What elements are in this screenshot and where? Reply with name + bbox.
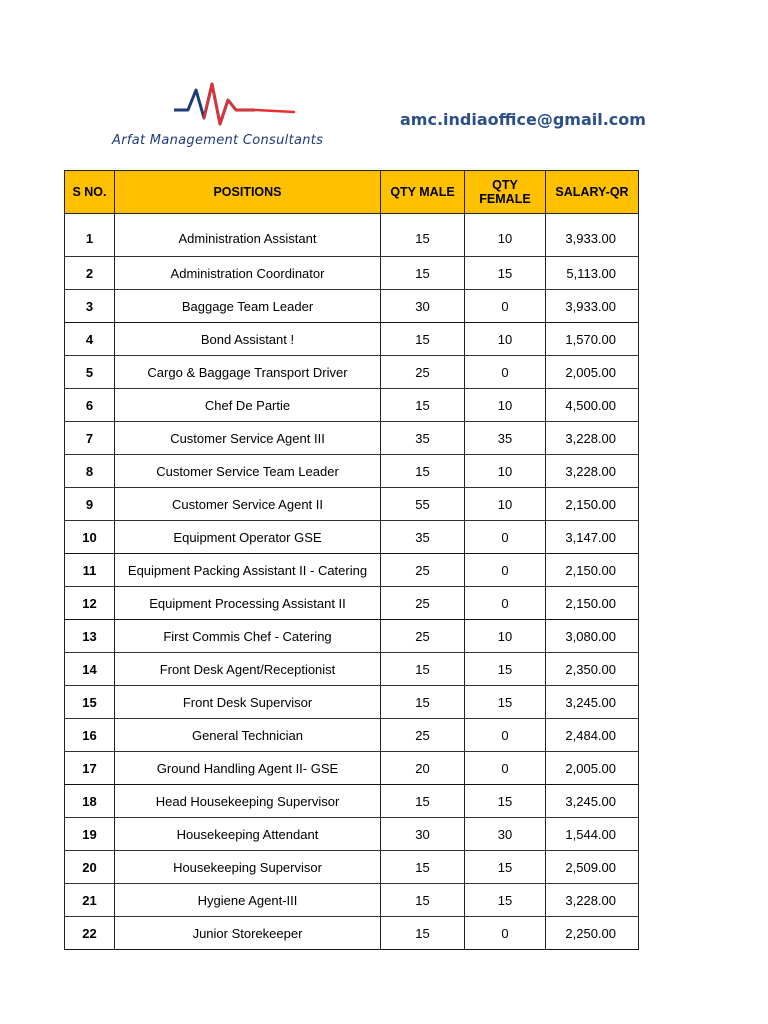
cell-position: Administration Assistant [115,214,381,257]
cell-qty-female: 0 [465,290,546,323]
header-positions: POSITIONS [115,171,381,214]
cell-salary: 3,228.00 [546,422,639,455]
cell-qty-female: 0 [465,917,546,950]
cell-qty-male: 25 [381,554,465,587]
cell-qty-male: 25 [381,719,465,752]
cell-qty-male: 15 [381,686,465,719]
cell-qty-female: 15 [465,686,546,719]
cell-position: Front Desk Supervisor [115,686,381,719]
cell-sno: 11 [65,554,115,587]
header-qty-female: QTY FEMALE [465,171,546,214]
cell-qty-female: 10 [465,488,546,521]
cell-position: Housekeeping Supervisor [115,851,381,884]
cell-sno: 20 [65,851,115,884]
table-row [65,554,639,587]
cell-salary: 2,005.00 [546,752,639,785]
table-row [65,356,639,389]
cell-salary: 2,150.00 [546,587,639,620]
cell-position: First Commis Chef - Catering [115,620,381,653]
cell-position: Cargo & Baggage Transport Driver [115,356,381,389]
cell-qty-male: 15 [381,917,465,950]
cell-qty-male: 15 [381,323,465,356]
cell-sno: 12 [65,587,115,620]
cell-qty-female: 0 [465,554,546,587]
cell-qty-male: 15 [381,884,465,917]
table-row [65,818,639,851]
cell-salary: 2,484.00 [546,719,639,752]
table-row [65,719,639,752]
cell-qty-female: 10 [465,620,546,653]
cell-position: Head Housekeeping Supervisor [115,785,381,818]
cell-qty-female: 0 [465,719,546,752]
cell-salary: 3,245.00 [546,686,639,719]
cell-salary: 3,228.00 [546,455,639,488]
header-salary: SALARY-QR [546,171,639,214]
cell-sno: 13 [65,620,115,653]
table-row [65,422,639,455]
cell-position: Equipment Packing Assistant II - Catering [115,554,381,587]
cell-position: Junior Storekeeper [115,917,381,950]
cell-qty-female: 30 [465,818,546,851]
table-row [65,521,639,554]
table-row [65,785,639,818]
cell-sno: 22 [65,917,115,950]
cell-qty-female: 10 [465,455,546,488]
contact-email[interactable]: amc.indiaoffice@gmail.com [400,110,646,129]
cell-position: General Technician [115,719,381,752]
cell-sno: 17 [65,752,115,785]
cell-sno: 18 [65,785,115,818]
cell-position: Customer Service Team Leader [115,455,381,488]
cell-qty-female: 35 [465,422,546,455]
cell-qty-male: 15 [381,455,465,488]
table-row [65,851,639,884]
table-row [65,214,639,257]
cell-position: Customer Service Agent III [115,422,381,455]
cell-position: Front Desk Agent/Receptionist [115,653,381,686]
cell-qty-female: 15 [465,785,546,818]
cell-salary: 1,570.00 [546,323,639,356]
company-logo [112,78,362,150]
cell-sno: 10 [65,521,115,554]
cell-salary: 2,509.00 [546,851,639,884]
cell-salary: 3,245.00 [546,785,639,818]
cell-qty-male: 20 [381,752,465,785]
cell-position: Baggage Team Leader [115,290,381,323]
table-row [65,653,639,686]
cell-position: Chef De Partie [115,389,381,422]
cell-qty-female: 10 [465,389,546,422]
cell-qty-male: 35 [381,521,465,554]
cell-sno: 8 [65,455,115,488]
cell-position: Housekeeping Attendant [115,818,381,851]
cell-qty-female: 0 [465,752,546,785]
pulse-logo-icon [174,78,314,130]
cell-salary: 5,113.00 [546,257,639,290]
cell-qty-male: 25 [381,620,465,653]
cell-sno: 21 [65,884,115,917]
cell-qty-female: 0 [465,521,546,554]
table-row [65,686,639,719]
cell-qty-male: 25 [381,587,465,620]
cell-sno: 2 [65,257,115,290]
cell-sno: 6 [65,389,115,422]
table-row [65,620,639,653]
cell-qty-male: 15 [381,214,465,257]
cell-qty-female: 0 [465,356,546,389]
cell-sno: 9 [65,488,115,521]
cell-qty-male: 15 [381,653,465,686]
cell-position: Customer Service Agent II [115,488,381,521]
cell-qty-male: 55 [381,488,465,521]
table-header-row [65,171,639,214]
company-name: Arfat Management Consultants [112,133,324,148]
table-row [65,290,639,323]
cell-sno: 15 [65,686,115,719]
cell-salary: 3,147.00 [546,521,639,554]
cell-salary: 4,500.00 [546,389,639,422]
cell-qty-male: 25 [381,356,465,389]
cell-salary: 1,544.00 [546,818,639,851]
cell-sno: 19 [65,818,115,851]
table-row [65,257,639,290]
table-row [65,455,639,488]
cell-sno: 14 [65,653,115,686]
cell-qty-female: 15 [465,884,546,917]
cell-qty-female: 15 [465,653,546,686]
table-row [65,917,639,950]
table-row [65,884,639,917]
cell-qty-female: 0 [465,587,546,620]
header-sno: S NO. [65,171,115,214]
cell-sno: 1 [65,214,115,257]
cell-qty-female: 15 [465,851,546,884]
cell-qty-male: 15 [381,389,465,422]
cell-salary: 2,005.00 [546,356,639,389]
cell-qty-male: 15 [381,851,465,884]
cell-salary: 3,933.00 [546,214,639,257]
cell-position: Administration Coordinator [115,257,381,290]
cell-qty-female: 10 [465,323,546,356]
cell-position: Ground Handling Agent II- GSE [115,752,381,785]
cell-sno: 16 [65,719,115,752]
cell-qty-female: 10 [465,214,546,257]
cell-position: Equipment Operator GSE [115,521,381,554]
cell-sno: 7 [65,422,115,455]
cell-sno: 5 [65,356,115,389]
cell-salary: 2,150.00 [546,488,639,521]
header-qty-male: QTY MALE [381,171,465,214]
table-row [65,587,639,620]
cell-salary: 3,933.00 [546,290,639,323]
cell-sno: 3 [65,290,115,323]
cell-salary: 3,080.00 [546,620,639,653]
cell-qty-female: 15 [465,257,546,290]
cell-qty-male: 35 [381,422,465,455]
table-row [65,752,639,785]
cell-qty-male: 30 [381,818,465,851]
cell-qty-male: 15 [381,785,465,818]
cell-position: Equipment Processing Assistant II [115,587,381,620]
cell-salary: 2,350.00 [546,653,639,686]
cell-salary: 3,228.00 [546,884,639,917]
table-row [65,389,639,422]
table-row [65,488,639,521]
positions-table [64,170,639,950]
cell-position: Bond Assistant ! [115,323,381,356]
table-row [65,323,639,356]
cell-position: Hygiene Agent-III [115,884,381,917]
cell-salary: 2,150.00 [546,554,639,587]
cell-salary: 2,250.00 [546,917,639,950]
cell-qty-male: 30 [381,290,465,323]
cell-qty-male: 15 [381,257,465,290]
cell-sno: 4 [65,323,115,356]
